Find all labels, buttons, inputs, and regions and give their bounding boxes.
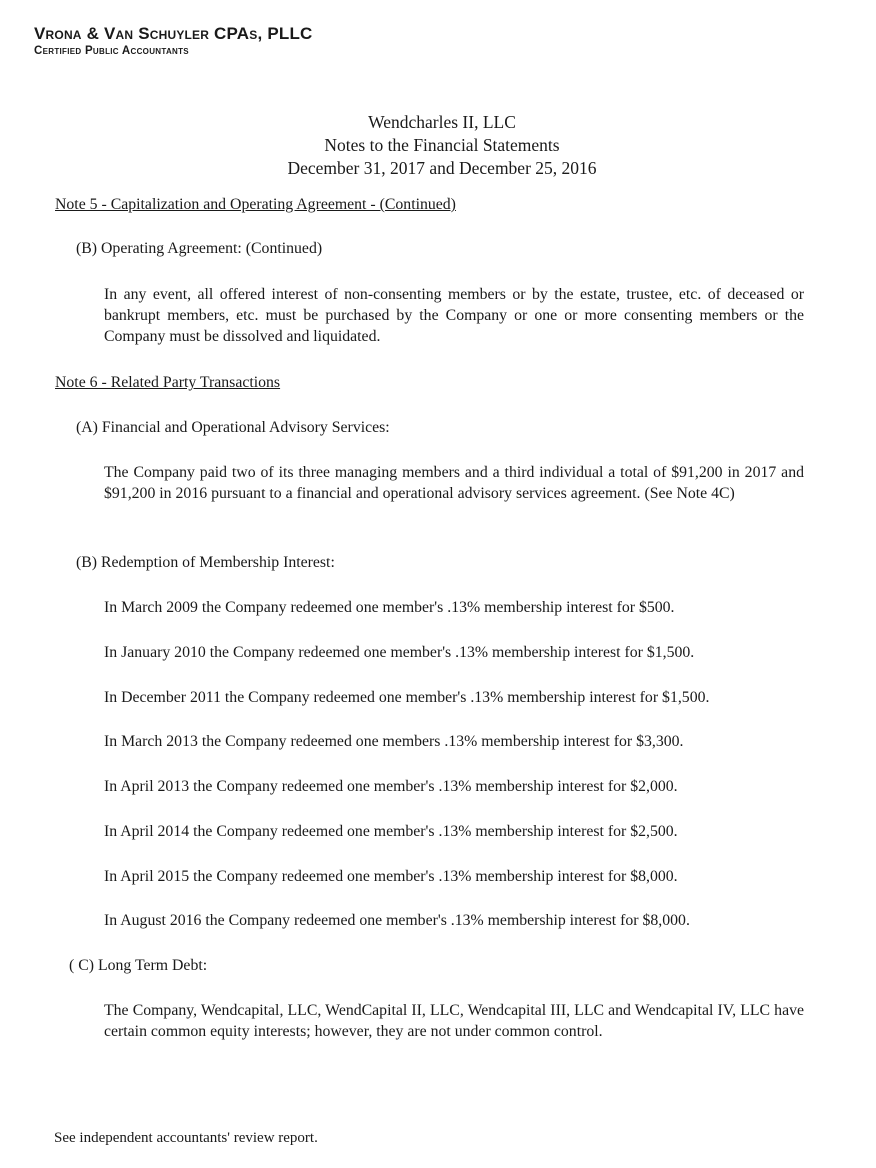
firm-name: Vrona & Van Schuyler CPAs, PLLC xyxy=(34,24,313,43)
note6-a-text: The Company paid two of its three managing members and a third individual a total of $91,200 in 2017 and $91,200 in 2016 pursuant to a financial and operational advisory services agreement. (See Note 4C) xyxy=(104,464,804,502)
document-title-block xyxy=(0,111,876,180)
firm-letterhead xyxy=(34,24,313,57)
redemption-item: In April 2014 the Company redeemed one member's .13% membership interest for $2,500. xyxy=(104,823,678,840)
note5-b-heading: (B) Operating Agreement: (Continued) xyxy=(76,240,323,257)
note6-b-heading: (B) Redemption of Membership Interest: xyxy=(76,554,335,571)
company-name: Wendcharles II, LLC xyxy=(368,112,516,132)
firm-subtitle: Certified Public Accountants xyxy=(34,45,189,57)
footer-note: See independent accountants' review report. xyxy=(54,1130,318,1146)
note6-a-heading: (A) Financial and Operational Advisory Services: xyxy=(76,419,390,436)
redemption-item: In January 2010 the Company redeemed one member's .13% membership interest for $1,500. xyxy=(104,644,695,661)
redemption-item: In March 2013 the Company redeemed one members .13% membership interest for $3,300. xyxy=(104,733,684,750)
redemption-item: In April 2015 the Company redeemed one member's .13% membership interest for $8,000. xyxy=(104,868,678,885)
redemption-item: In August 2016 the Company redeemed one member's .13% membership interest for $8,000. xyxy=(104,912,690,929)
redemption-item: In March 2009 the Company redeemed one member's .13% membership interest for $500. xyxy=(104,599,675,616)
note6-heading: Note 6 - Related Party Transactions xyxy=(55,374,281,391)
document-title: Notes to the Financial Statements xyxy=(324,135,560,155)
note5-heading: Note 5 - Capitalization and Operating Agreement - (Continued) xyxy=(55,196,456,213)
redemption-item: In December 2011 the Company redeemed one member's .13% membership interest for $1,500. xyxy=(104,689,710,706)
document-period: December 31, 2017 and December 25, 2016 xyxy=(287,158,597,178)
note6-c-text: The Company, Wendcapital, LLC, WendCapital II, LLC, Wendcapital III, LLC and Wendcapital IV, LLC have certain common equity interests; however, they are not under common control. xyxy=(104,1002,804,1040)
note5-b-text: In any event, all offered interest of non-consenting members or by the estate, trustee, etc. of deceased or bankrupt members, etc. must be purchased by the Company or one or more consenting members or the Company must be dissolved and liquidated. xyxy=(104,286,804,345)
note6-c-heading: ( C) Long Term Debt: xyxy=(69,957,208,974)
redemption-item: In April 2013 the Company redeemed one member's .13% membership interest for $2,000. xyxy=(104,778,678,795)
